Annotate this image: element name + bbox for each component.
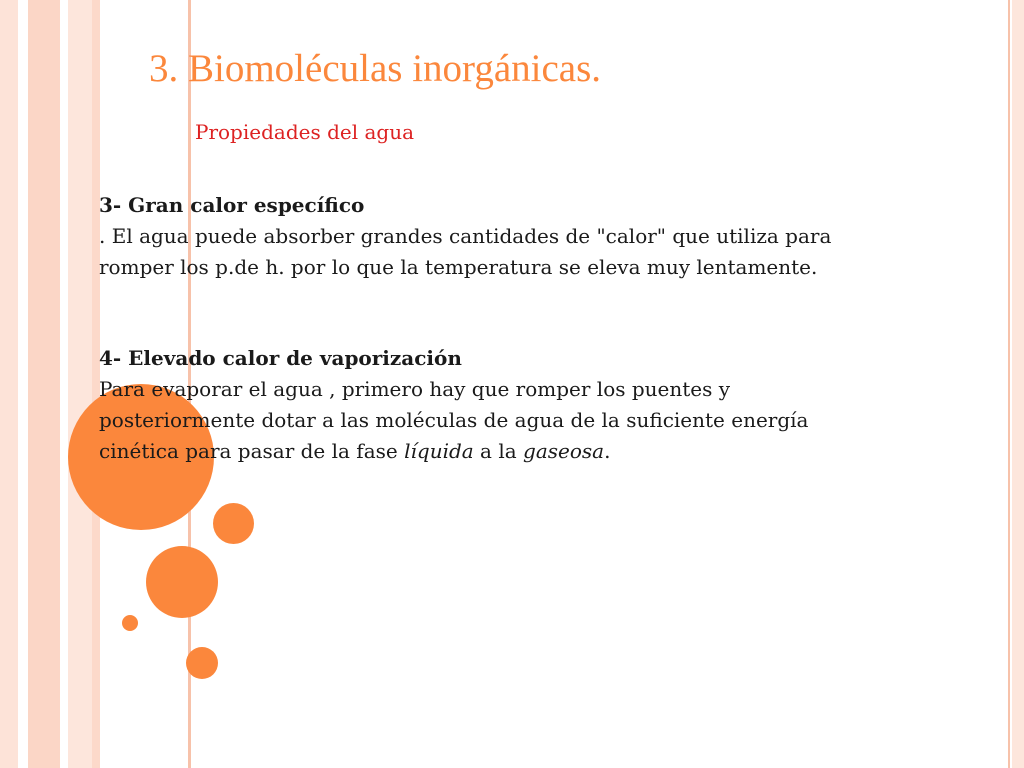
section-specific-heat xyxy=(99,190,999,283)
decor-circle-small xyxy=(122,615,138,631)
text-span: cinética para pasar de la fase xyxy=(99,439,405,463)
decor-stripe xyxy=(60,0,68,768)
text-span: . xyxy=(604,439,611,463)
section-text-line xyxy=(99,436,999,467)
section-text-line: posteriormente dotar a las moléculas de agua de la suficiente energía xyxy=(99,408,809,432)
decor-circle xyxy=(186,647,218,679)
slide-subtitle: Propiedades del agua xyxy=(195,120,415,144)
decor-stripe xyxy=(68,0,92,768)
decor-stripe xyxy=(18,0,28,768)
section-text-line: Para evaporar el agua , primero hay que romper los puentes y xyxy=(99,377,731,401)
section-text-line: romper los p.de h. por lo que la temperatura se eleva muy lentamente. xyxy=(99,255,818,279)
section-vaporization-heat xyxy=(99,343,999,467)
italic-term-gaseous: gaseosa xyxy=(523,439,605,463)
decor-stripe xyxy=(0,0,18,768)
decor-circle xyxy=(146,546,218,618)
decor-circle xyxy=(213,503,254,544)
decor-stripe xyxy=(28,0,60,768)
decor-stripe xyxy=(1012,0,1024,768)
decor-divider-line xyxy=(1008,0,1010,768)
slide-title: 3. Biomoléculas inorgánicas. xyxy=(149,47,602,90)
section-text-line: . El agua puede absorber grandes cantidades de "calor" que utiliza para xyxy=(99,224,832,248)
text-span: a la xyxy=(473,439,524,463)
section-heading: 3- Gran calor específico xyxy=(99,193,365,217)
section-heading: 4- Elevado calor de vaporización xyxy=(99,346,462,370)
italic-term-liquid: líquida xyxy=(404,439,474,463)
